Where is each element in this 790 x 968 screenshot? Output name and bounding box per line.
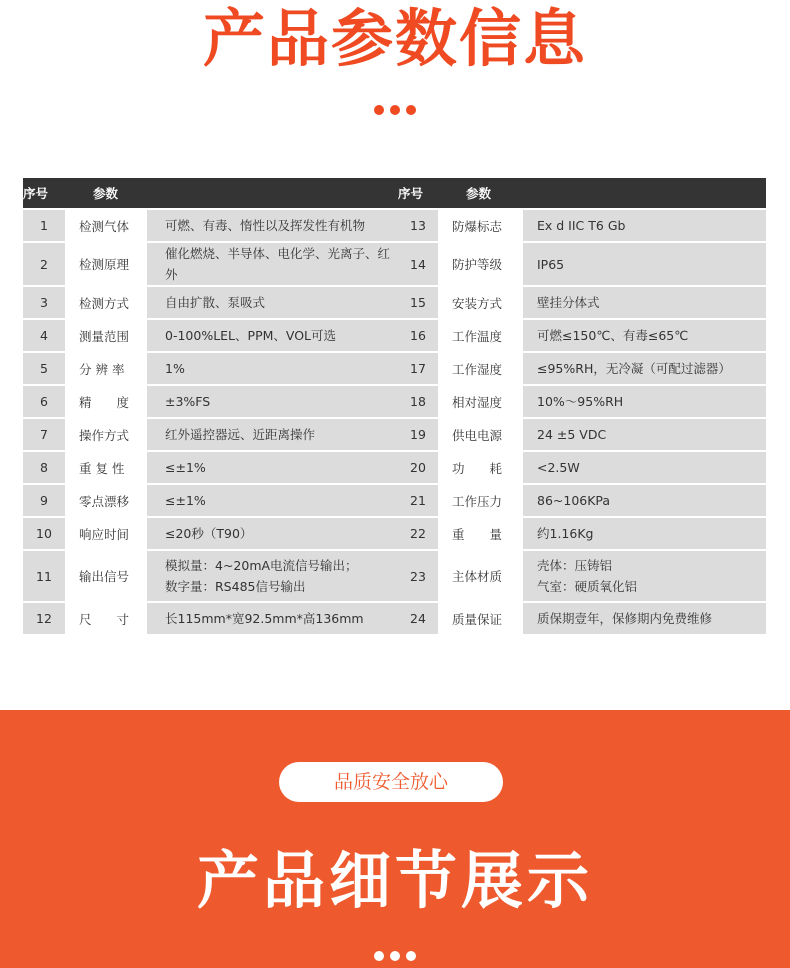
table-row <box>23 210 766 241</box>
cell-value <box>147 551 398 601</box>
cell-label: 精 度 <box>65 386 147 417</box>
cell-line: 催化燃烧、半导体、电化学、光离子、红外 <box>165 246 391 282</box>
cell-label: 尺 寸 <box>65 603 147 634</box>
cell-index: 4 <box>23 320 65 351</box>
cell-line: 长115mm*宽92.5mm*高136mm <box>165 611 364 626</box>
table-row <box>23 419 766 450</box>
cell-value <box>147 485 398 516</box>
parameter-table <box>23 176 766 636</box>
table-row <box>23 551 766 601</box>
cell-line: 86~106KPa <box>537 493 611 508</box>
cell-label: 检测原理 <box>65 243 147 285</box>
cell-value <box>147 243 398 285</box>
cell-index: 10 <box>23 518 65 549</box>
header-index-2: 序号 <box>398 178 438 208</box>
cell-line: 红外遥控器远、近距离操作 <box>165 427 316 442</box>
page-title: 产品参数信息 <box>202 2 587 75</box>
cell-line: 可燃≤150℃、有毒≤65℃ <box>537 328 689 343</box>
cell-line: ≤±1% <box>165 460 206 475</box>
header-index: 序号 <box>23 178 65 208</box>
cell-index: 7 <box>23 419 65 450</box>
cell-line: 1% <box>165 361 185 376</box>
dot <box>374 105 384 115</box>
cell-index: 13 <box>398 210 438 241</box>
cell-label: 工作湿度 <box>438 353 523 384</box>
cell-label: 响应时间 <box>65 518 147 549</box>
cell-value <box>147 603 398 634</box>
cell-index: 14 <box>398 243 438 285</box>
cell-line: 数字量：RS485信号输出 <box>165 579 306 594</box>
cell-value <box>523 485 766 516</box>
dot <box>374 951 384 961</box>
cell-label: 重 量 <box>438 518 523 549</box>
dots-divider-bottom <box>0 951 790 961</box>
cell-label: 主体材质 <box>438 551 523 601</box>
cell-label: 防护等级 <box>438 243 523 285</box>
cell-index: 24 <box>398 603 438 634</box>
cell-label: 相对湿度 <box>438 386 523 417</box>
cell-index: 12 <box>23 603 65 634</box>
cell-value <box>147 210 398 241</box>
table-row <box>23 353 766 384</box>
cell-label: 工作温度 <box>438 320 523 351</box>
cell-line: 模拟量：4~20mA电流信号输出； <box>165 558 358 573</box>
cell-label: 检测方式 <box>65 287 147 318</box>
cell-value <box>523 320 766 351</box>
table-row <box>23 603 766 634</box>
header-param: 参数 <box>65 178 147 208</box>
cell-index: 6 <box>23 386 65 417</box>
cell-label: 供电电源 <box>438 419 523 450</box>
cell-label: 零点漂移 <box>65 485 147 516</box>
cell-index: 2 <box>23 243 65 285</box>
cell-value <box>147 518 398 549</box>
cell-line: 壁挂分体式 <box>537 295 600 310</box>
cell-index: 5 <box>23 353 65 384</box>
cell-index: 11 <box>23 551 65 601</box>
cell-index: 17 <box>398 353 438 384</box>
cell-value <box>523 287 766 318</box>
cell-value <box>147 353 398 384</box>
cell-line: 可燃、有毒、惰性以及挥发性有机物 <box>165 218 366 233</box>
table-row <box>23 518 766 549</box>
cell-index: 23 <box>398 551 438 601</box>
cell-line: Ex d IIC T6 Gb <box>537 218 626 233</box>
cell-line: ≤20秒（T90） <box>165 526 253 541</box>
cell-label: 工作压力 <box>438 485 523 516</box>
cell-label: 功 耗 <box>438 452 523 483</box>
cell-label: 分 辨 率 <box>65 353 147 384</box>
table-row <box>23 485 766 516</box>
cell-index: 16 <box>398 320 438 351</box>
cell-index: 9 <box>23 485 65 516</box>
cell-index: 8 <box>23 452 65 483</box>
table-body <box>23 210 766 634</box>
cell-value <box>147 419 398 450</box>
header-blank-2 <box>523 178 766 208</box>
cell-index: 15 <box>398 287 438 318</box>
cell-label: 重 复 性 <box>65 452 147 483</box>
cell-label: 检测气体 <box>65 210 147 241</box>
dots-divider-top <box>0 105 790 115</box>
table-row <box>23 320 766 351</box>
table-row <box>23 386 766 417</box>
cell-value <box>523 210 766 241</box>
cell-value <box>523 243 766 285</box>
cell-index: 1 <box>23 210 65 241</box>
cell-label: 质量保证 <box>438 603 523 634</box>
table-row <box>23 287 766 318</box>
cell-label: 安装方式 <box>438 287 523 318</box>
cell-value <box>523 518 766 549</box>
cell-value <box>147 386 398 417</box>
cell-value <box>523 452 766 483</box>
cell-line: 自由扩散、泵吸式 <box>165 295 266 310</box>
cell-value <box>523 386 766 417</box>
cell-value <box>147 287 398 318</box>
cell-index: 19 <box>398 419 438 450</box>
header-param-2: 参数 <box>438 178 523 208</box>
cell-line: 质保期壹年，保修期内免费维修 <box>537 611 713 626</box>
cell-line: <2.5W <box>537 460 580 475</box>
cell-value <box>523 603 766 634</box>
section-title: 产品细节展示 <box>196 844 593 917</box>
cell-line: 气室：硬质氧化铝 <box>537 579 638 594</box>
cell-label: 测量范围 <box>65 320 147 351</box>
dot <box>390 105 400 115</box>
table-row <box>23 452 766 483</box>
table-row <box>23 243 766 285</box>
cell-line: 24 ±5 VDC <box>537 427 607 442</box>
cell-label: 操作方式 <box>65 419 147 450</box>
cell-index: 18 <box>398 386 438 417</box>
section-badge: 品质安全放心 <box>279 762 503 802</box>
cell-index: 21 <box>398 485 438 516</box>
cell-label: 防爆标志 <box>438 210 523 241</box>
cell-index: 20 <box>398 452 438 483</box>
cell-line: ≤±1% <box>165 493 206 508</box>
header-blank <box>147 178 398 208</box>
cell-index: 3 <box>23 287 65 318</box>
cell-value <box>523 419 766 450</box>
dot <box>406 951 416 961</box>
cell-line: IP65 <box>537 256 565 272</box>
cell-value <box>523 551 766 601</box>
cell-line: ≤95%RH，无冷凝（可配过滤器） <box>537 361 731 376</box>
dot <box>390 951 400 961</box>
dot <box>406 105 416 115</box>
cell-line: ±3%FS <box>165 394 211 409</box>
cell-index: 22 <box>398 518 438 549</box>
cell-line: 壳体：压铸铝 <box>537 558 613 573</box>
cell-value <box>523 353 766 384</box>
table-header-row <box>23 178 766 208</box>
cell-value <box>147 320 398 351</box>
cell-value <box>147 452 398 483</box>
cell-line: 10%～95%RH <box>537 394 624 409</box>
cell-label: 输出信号 <box>65 551 147 601</box>
cell-line: 约1.16Kg <box>537 526 594 541</box>
cell-line: 0-100%LEL、PPM、VOL可选 <box>165 328 337 343</box>
